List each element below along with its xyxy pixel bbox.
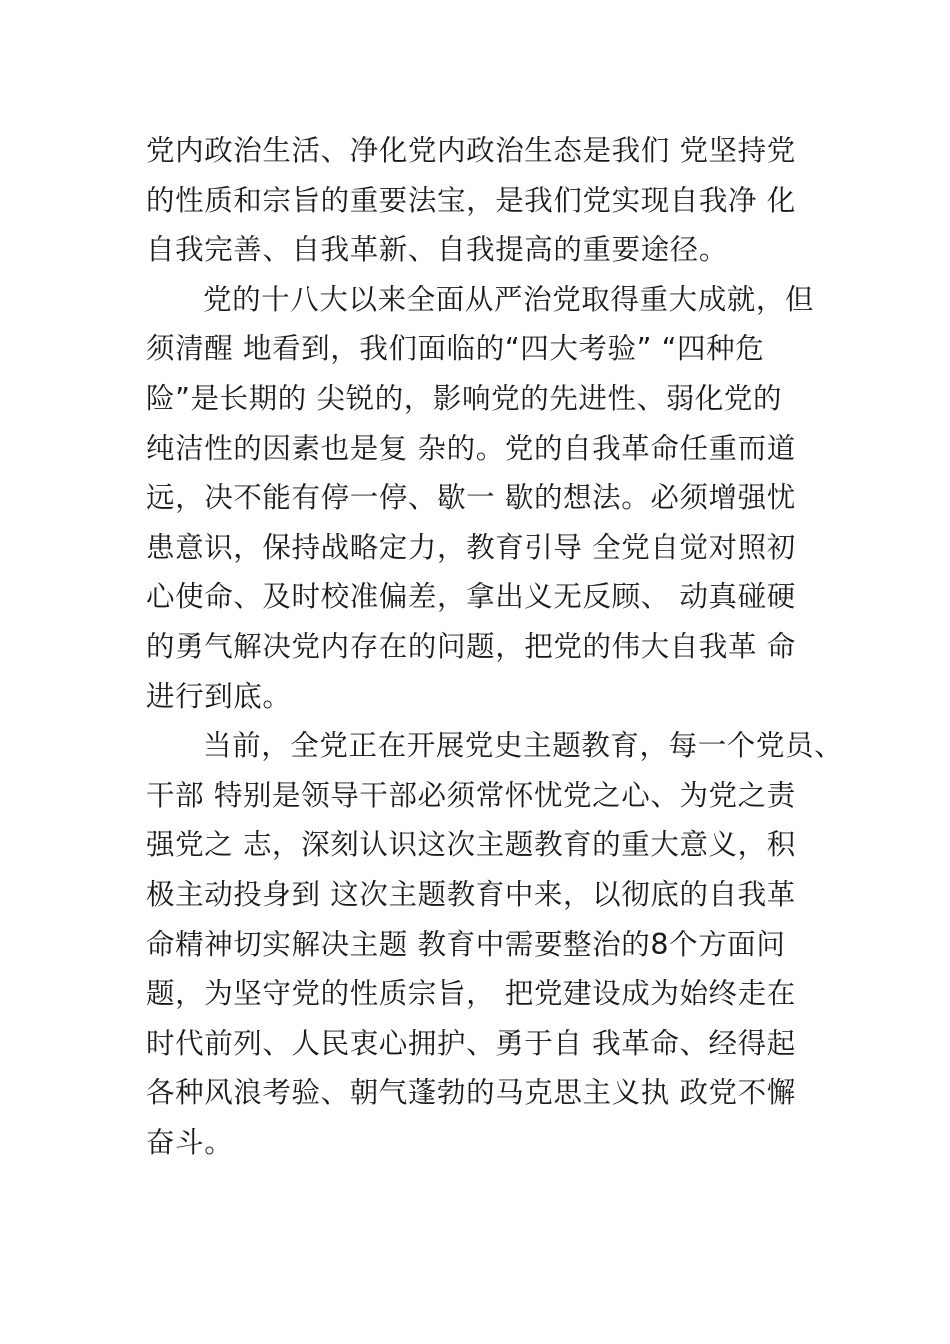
paragraph-1 <box>146 126 846 275</box>
body-text <box>146 126 846 1167</box>
paragraph-2 <box>146 275 846 721</box>
text-line: 进行到底。 <box>146 679 292 713</box>
text-line: 极主动投身到 这次主题教育中来，以彻底的自我革 <box>146 877 796 911</box>
text-line: 奋斗。 <box>146 1125 234 1159</box>
text-line: 强党之 志，深刻认识这次主题教育的重大意义，积 <box>146 828 796 862</box>
text-line: 时代前列、人民衷心拥护、勇于自 我革命、经得起 <box>146 1026 796 1060</box>
text-line: 自我完善、自我革新、自我提高的重要途径。 <box>146 233 729 267</box>
paragraph-3 <box>146 721 846 1167</box>
text-line: 心使命、及时校准偏差，拿出义无反顾、 动真碰硬 <box>146 580 796 614</box>
text-line: 党的十八大以来全面从严治党取得重大成就，但 <box>203 282 815 316</box>
text-line: 题，为坚守党的性质宗旨， 把党建设成为始终走在 <box>146 977 796 1011</box>
text-line: 的性质和宗旨的重要法宝，是我们党实现自我净 化 <box>146 183 796 217</box>
text-line: 险”是长期的 尖锐的，影响党的先进性、弱化党的 <box>146 381 783 415</box>
text-line: 远，决不能有停一停、歇一 歇的想法。必须增强忧 <box>146 481 796 515</box>
text-line: 的勇气解决党内存在的问题，把党的伟大自我革 命 <box>146 629 796 663</box>
text-line: 命精神切实解决主题 教育中需要整治的8个方面问 <box>146 927 786 961</box>
text-line: 须清醒 地看到，我们面临的“四大考验” “四种危 <box>146 332 765 366</box>
text-line: 患意识，保持战略定力，教育引导 全党自觉对照初 <box>146 530 796 564</box>
text-line: 各种风浪考验、朝气蓬勃的马克思主义执 政党不懈 <box>146 1076 796 1110</box>
text-line: 党内政治生活、净化党内政治生态是我们 党坚持党 <box>146 134 796 167</box>
text-line: 当前，全党正在开展党史主题教育，每一个党员、 <box>203 729 844 763</box>
text-line: 干部 特别是领导干部必须常怀忧党之心、为党之责 <box>146 778 796 812</box>
text-line: 纯洁性的因素也是复 杂的。党的自我革命任重而道 <box>146 431 796 465</box>
